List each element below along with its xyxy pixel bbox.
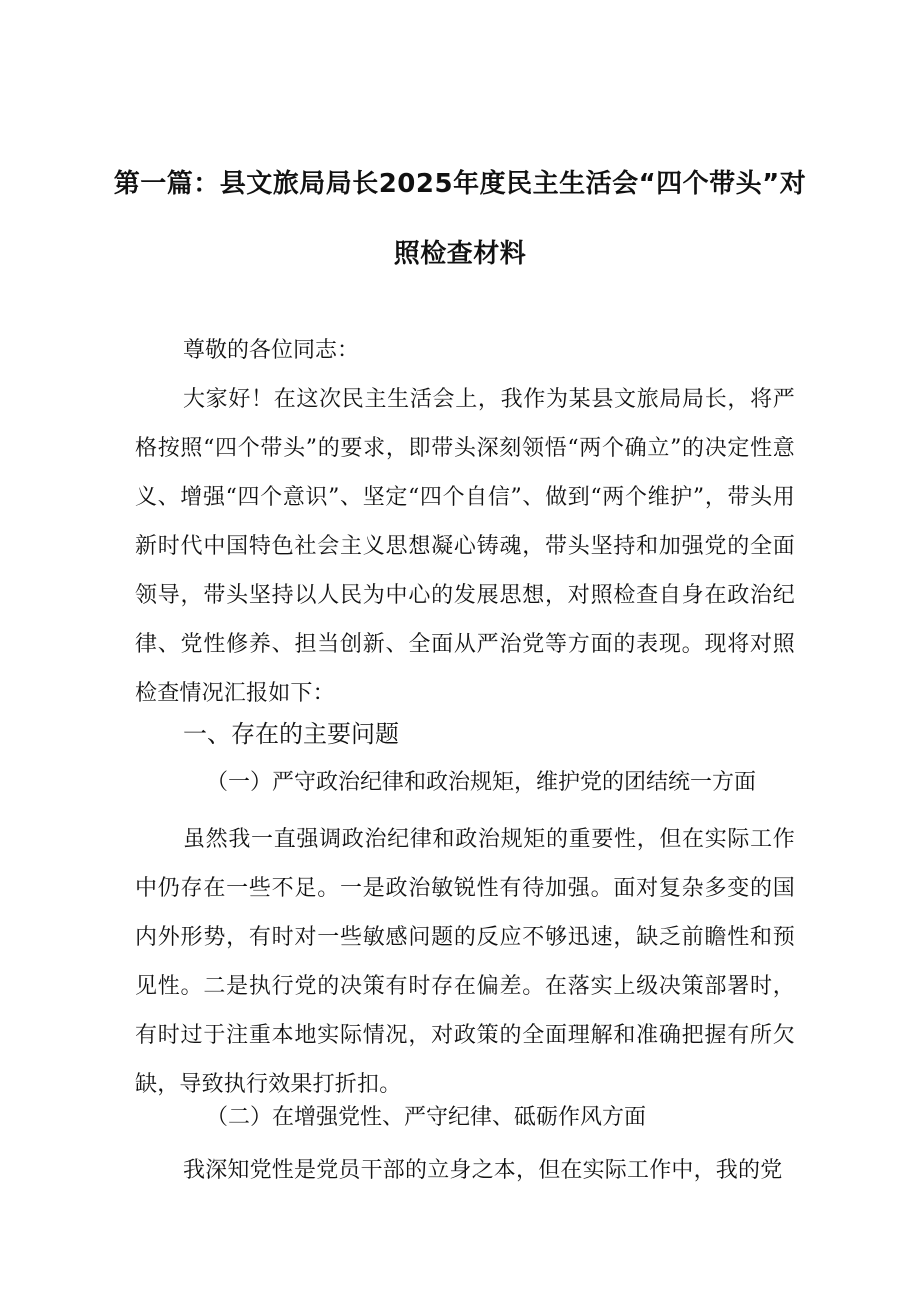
subsection-paragraph-party-spirit: 我深知党性是党员干部的立身之本，但在实际工作中，我的党	[183, 1158, 783, 1183]
document-title-line-1: 第一篇：县文旅局局长2025年度民主生活会“四个带头”对	[113, 169, 807, 199]
document-title-line-2: 照检查材料	[393, 239, 527, 269]
subsection-heading-party-spirit: （二）在增强党性、严守纪律、砥砺作风方面	[206, 1105, 647, 1130]
subsection-heading-political-discipline: （一）严守政治纪律和政治规矩，维护党的团结统一方面	[206, 770, 757, 795]
intro-paragraph: 大家好！在这次民主生活会上，我作为某县文旅局局长，将严格按照“四个带头”的要求，即带头深刻领悟“两个确立”的决定性意义、增强“四个意识”、坚定“四个自信”、做到“两个维护”，带头用新时代中国特色社会主义思想凝心铸魂，带头坚持和加强党的全面领导，带头坚持以人民为中心的发展思想，对照检查自身在政治纪律、党性修养、担当创新、全面从严治党等方面的表现。现将对照检查情况汇报如下：	[135, 387, 795, 706]
salutation: 尊敬的各位同志：	[183, 338, 360, 363]
subsection-paragraph-political-discipline: 虽然我一直强调政治纪律和政治规矩的重要性，但在实际工作中仍存在一些不足。一是政治敏锐性有待加强。面对复杂多变的国内外形势，有时对一些敏感问题的反应不够迅速，缺乏前瞻性和预见性。二是执行党的决策有时存在偏差。在落实上级决策部署时，有时过于注重本地实际情况，对政策的全面理解和准确把握有所欠缺，导致执行效果打折扣。	[135, 827, 795, 1097]
section-heading-main-problems: 一、存在的主要问题	[183, 720, 399, 748]
